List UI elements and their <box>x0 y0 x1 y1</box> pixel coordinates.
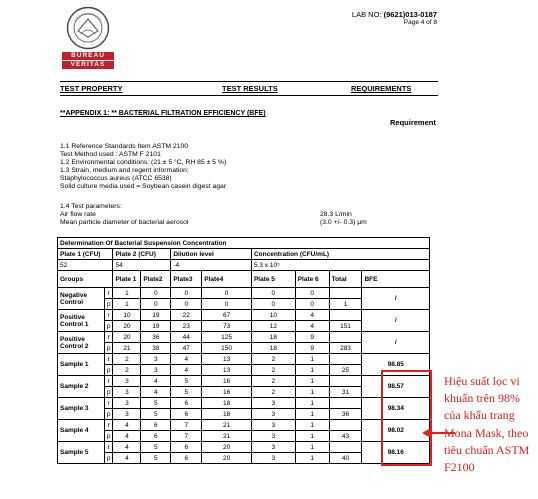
plate-value: 67 <box>202 310 252 321</box>
plate-value: 0 <box>141 299 171 310</box>
plate-value: 6 <box>171 453 202 464</box>
plate-value: 22 <box>171 310 202 321</box>
header-total: Total <box>329 271 362 288</box>
info-line-4: 1.3 Strain, medium and regent information: <box>60 167 189 174</box>
plate-value: 4 <box>113 442 141 453</box>
group-name: Negative Control <box>58 288 105 310</box>
row-type: p <box>104 453 113 464</box>
plate-value: 18 <box>251 343 295 354</box>
table-row <box>58 420 430 431</box>
total-value <box>329 398 362 409</box>
plate-value: 20 <box>113 321 141 332</box>
plate-value: 0 <box>251 299 295 310</box>
plate-value: 2 <box>251 387 295 398</box>
header-bfe: BFE <box>362 271 430 288</box>
info-line-5: Staphylococcus aureus (ATCC 6538) <box>60 175 172 182</box>
plate-value: 0 <box>202 299 252 310</box>
plate-value: 10 <box>251 310 295 321</box>
bfe-value: 98.57 <box>362 376 430 398</box>
bfe-value: / <box>362 310 430 332</box>
conc-value-plate1: 52 <box>58 260 113 271</box>
row-type: p <box>104 299 113 310</box>
bfe-value: / <box>362 288 430 310</box>
plate-value: 0 <box>171 299 202 310</box>
plate-value: 6 <box>171 442 202 453</box>
header-plate3: Plate3 <box>171 271 202 288</box>
bfe-value: / <box>362 332 430 354</box>
total-value <box>329 332 362 343</box>
total-value: 151 <box>329 321 362 332</box>
plate-value: 3 <box>251 453 295 464</box>
total-value <box>329 376 362 387</box>
conc-header-plate1: Plate 1 (CFU) <box>58 249 113 260</box>
plate-value: 3 <box>251 431 295 442</box>
plate-value: 125 <box>202 332 252 343</box>
bfe-results-table <box>57 237 430 464</box>
plate-value: 19 <box>141 310 171 321</box>
header-plate2: Plate2 <box>141 271 171 288</box>
plate-value: 4 <box>171 354 202 365</box>
plate-value: 10 <box>113 310 141 321</box>
total-value: 283 <box>329 343 362 354</box>
page-number: Page 4 of 8 <box>403 19 437 26</box>
total-value <box>329 354 362 365</box>
group-name: Sample 1 <box>58 354 105 376</box>
plate-value: 0 <box>295 299 329 310</box>
plate-value: 38 <box>141 343 171 354</box>
plate-value: 3 <box>113 376 141 387</box>
plate-value: 20 <box>202 453 252 464</box>
row-type: r <box>104 310 113 321</box>
table-row <box>58 442 430 453</box>
plate-value: 20 <box>113 332 141 343</box>
table-row <box>58 288 430 299</box>
plate-value: 5 <box>171 376 202 387</box>
conc-header-concentration: Concentration (CFU/mL) <box>251 249 429 260</box>
lab-no-label: LAB NO: <box>351 10 382 19</box>
info-line-2: Test Method used : ASTM F 2101 <box>60 151 161 158</box>
bfe-annotation: Hiệu suất lọc vi khuẩn trên 98% của khẩu trang Mona Mask, theo tiêu chuẩn ASTM F2100 <box>444 374 530 475</box>
total-value <box>329 310 362 321</box>
plate-value: 2 <box>113 354 141 365</box>
conc-value-row <box>58 260 430 271</box>
plate-value: 1 <box>295 442 329 453</box>
plate-value: 2 <box>251 376 295 387</box>
plate-value: 1 <box>113 299 141 310</box>
lab-no-value: (9621)013-0187 <box>383 10 437 19</box>
air-flow-value: 28.3 L/min <box>320 211 352 218</box>
plate-value: 3 <box>251 409 295 420</box>
header-plate5: Plate 5 <box>251 271 295 288</box>
total-value: 31 <box>329 387 362 398</box>
info-line-1: 1.1 Reference Standards Item ASTM 2100 <box>60 143 189 150</box>
plate-value: 19 <box>141 321 171 332</box>
plate-value: 12 <box>251 321 295 332</box>
conc-header-plate2: Plate 2 (CFU) <box>113 249 171 260</box>
plate-value: 1 <box>113 288 141 299</box>
column-test-property: TEST PROPERTY <box>60 84 123 93</box>
table-title-row <box>58 238 430 249</box>
plate-value: 150 <box>202 343 252 354</box>
header-plate1: Plate 1 <box>113 271 141 288</box>
row-type: p <box>104 387 113 398</box>
plate-value: 4 <box>141 376 171 387</box>
header-plate6: Plate 6 <box>295 271 329 288</box>
plate-value: 1 <box>295 354 329 365</box>
plate-value: 1 <box>295 398 329 409</box>
plate-value: 4 <box>113 453 141 464</box>
plate-value: 9 <box>295 343 329 354</box>
logo-bar-veritas: VERITAS <box>62 61 114 69</box>
particle-value: (3.0 +/- 0.3) μm <box>320 219 367 226</box>
table-body <box>58 238 430 464</box>
plate-value: 5 <box>141 398 171 409</box>
row-type: r <box>104 442 113 453</box>
plate-value: 9 <box>295 332 329 343</box>
total-value: 43 <box>329 431 362 442</box>
plate-value: 4 <box>295 310 329 321</box>
row-type: r <box>104 354 113 365</box>
air-flow-label: Air flow rate <box>60 211 96 218</box>
header-rule-bottom <box>60 95 438 96</box>
bfe-highlight-box <box>381 370 432 466</box>
plate-value: 6 <box>141 431 171 442</box>
plate-value: 3 <box>113 409 141 420</box>
plate-value: 21 <box>202 431 252 442</box>
row-type: r <box>104 376 113 387</box>
plate-value: 21 <box>113 343 141 354</box>
row-type: p <box>104 343 113 354</box>
bfe-value: 98.02 <box>362 420 430 442</box>
plate-value: 3 <box>141 354 171 365</box>
plate-value: 73 <box>202 321 252 332</box>
total-value <box>329 420 362 431</box>
total-value: 40 <box>329 453 362 464</box>
header-groups: Groups <box>58 271 113 288</box>
plate-value: 7 <box>171 431 202 442</box>
seal-icon <box>66 6 110 50</box>
plate-value: 4 <box>295 321 329 332</box>
group-name: Positive Control 2 <box>58 332 105 354</box>
plate-value: 1 <box>295 376 329 387</box>
plate-value: 18 <box>202 409 252 420</box>
test-params-heading: 1.4 Test parameters: <box>60 203 122 210</box>
appendix-title: **APPENDIX 1: ** BACTERIAL FILTRATION EFFICIENCY (BFE) <box>60 110 266 117</box>
plate-value: 2 <box>113 365 141 376</box>
plate-value: 1 <box>295 420 329 431</box>
bfe-value: 98.16 <box>362 442 430 464</box>
plate-value: 7 <box>171 420 202 431</box>
bfe-value: 98.85 <box>362 354 430 376</box>
plate-value: 2 <box>251 365 295 376</box>
plate-value: 1 <box>295 431 329 442</box>
header-plate4: Plate4 <box>202 271 252 288</box>
requirement-label: Requirement <box>390 118 436 127</box>
total-value <box>329 442 362 453</box>
total-value: 25 <box>329 365 362 376</box>
plate-value: 5 <box>141 453 171 464</box>
plate-value: 2 <box>251 354 295 365</box>
plate-value: 5 <box>141 442 171 453</box>
plate-value: 13 <box>202 365 252 376</box>
particle-label: Mean particle diameter of bacterial aerosol <box>60 219 189 226</box>
conc-header-dilution: Dilution level <box>171 249 252 260</box>
conc-value-concentration: 5.3 x 10⁵ <box>251 260 429 271</box>
group-name: Positive Control 1 <box>58 310 105 332</box>
group-name: Sample 5 <box>58 442 105 464</box>
lab-number <box>352 10 437 19</box>
plate-value: 16 <box>202 387 252 398</box>
plate-value: 3 <box>251 398 295 409</box>
bfe-value: 98.34 <box>362 398 430 420</box>
row-type: p <box>104 321 113 332</box>
plate-value: 36 <box>141 332 171 343</box>
plate-value: 4 <box>171 365 202 376</box>
plate-value: 23 <box>171 321 202 332</box>
plate-value: 4 <box>113 420 141 431</box>
info-line-6: Solid culture media used = Soybean casein digest agar <box>60 183 227 190</box>
row-type: r <box>104 288 113 299</box>
plate-value: 5 <box>171 387 202 398</box>
row-type: p <box>104 409 113 420</box>
total-value: 36 <box>329 409 362 420</box>
plate-value: 3 <box>141 365 171 376</box>
plate-value: 1 <box>295 453 329 464</box>
plate-value: 3 <box>251 442 295 453</box>
logo-bar-bureau: BUREAU <box>62 52 114 60</box>
row-type: r <box>104 332 113 343</box>
row-type: p <box>104 365 113 376</box>
table-title: Determination Of Bacterial Suspension Concentration <box>58 238 430 249</box>
row-type: r <box>104 398 113 409</box>
conc-value-plate2: 54 <box>113 260 171 271</box>
total-value <box>329 288 362 299</box>
plate-value: 20 <box>202 442 252 453</box>
column-test-results: TEST RESULTS <box>222 84 278 93</box>
plate-value: 47 <box>171 343 202 354</box>
conc-value-dilution: -4 <box>171 260 252 271</box>
bureau-veritas-logo <box>62 6 114 69</box>
plate-value: 18 <box>202 398 252 409</box>
groups-header-row <box>58 271 430 288</box>
plate-value: 0 <box>141 288 171 299</box>
plate-value: 5 <box>141 409 171 420</box>
plate-value: 6 <box>141 420 171 431</box>
plate-value: 44 <box>171 332 202 343</box>
plate-value: 1 <box>295 409 329 420</box>
table-row <box>58 332 430 343</box>
plate-value: 3 <box>113 387 141 398</box>
plate-value: 1 <box>295 387 329 398</box>
plate-value: 0 <box>171 288 202 299</box>
plate-value: 16 <box>202 376 252 387</box>
group-name: Sample 2 <box>58 376 105 398</box>
header-rule-top <box>60 81 438 82</box>
row-type: p <box>104 431 113 442</box>
group-name: Sample 4 <box>58 420 105 442</box>
table-row <box>58 376 430 387</box>
plate-value: 18 <box>251 332 295 343</box>
plate-value: 3 <box>113 398 141 409</box>
plate-value: 0 <box>202 288 252 299</box>
plate-value: 6 <box>171 398 202 409</box>
conc-header-row <box>58 249 430 260</box>
plate-value: 6 <box>171 409 202 420</box>
table-row <box>58 310 430 321</box>
row-type: r <box>104 420 113 431</box>
plate-value: 4 <box>113 431 141 442</box>
plate-value: 1 <box>295 365 329 376</box>
group-name: Sample 3 <box>58 398 105 420</box>
plate-value: 0 <box>295 288 329 299</box>
plate-value: 13 <box>202 354 252 365</box>
total-value: 1 <box>329 299 362 310</box>
plate-value: 21 <box>202 420 252 431</box>
table-row <box>58 354 430 365</box>
plate-value: 0 <box>251 288 295 299</box>
plate-value: 4 <box>141 387 171 398</box>
info-line-3: 1.2 Environmental conditions: (21 ± 5 °C, RH 85 ± 5 %) <box>60 159 227 166</box>
plate-value: 3 <box>251 420 295 431</box>
table-row <box>58 398 430 409</box>
column-requirements: REQUIREMENTS <box>351 84 412 93</box>
